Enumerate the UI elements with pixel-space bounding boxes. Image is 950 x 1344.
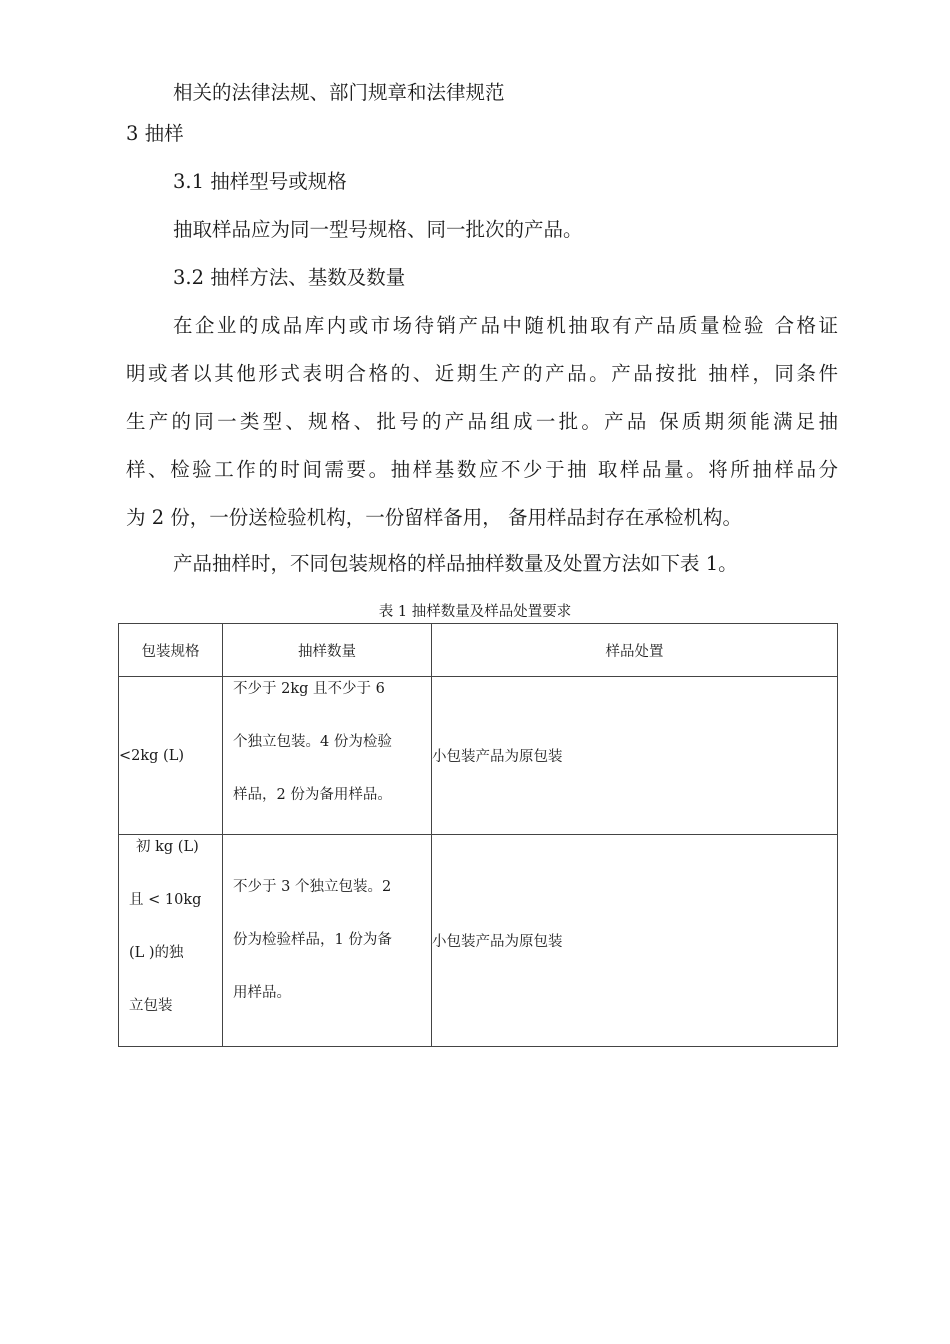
cell-text-line: 初 kg (L) [136,839,199,855]
section-heading-sampling: 3 抽样 [126,122,184,145]
cell-sample-qty [223,835,432,1047]
table-row [119,677,838,835]
paragraph-sampling-method [126,302,838,542]
cell-text: 小包装产品为原包装 [432,934,563,950]
paragraph-line: 明或者以其他形式表明合格的、近期生产的产品。产品按批 抽样，同条件 [126,362,838,385]
cell-text-line: 份为检验样品，1 份为备 [233,932,392,948]
table-caption: 表 1 抽样数量及样品处置要求 [378,604,572,620]
cell-text-line: 不少于 3 个独立包装。2 [233,879,392,895]
table-row [119,835,838,1047]
cell-handling [432,677,838,835]
cell-text-line: (L )的独 [129,945,184,961]
header-cell-package-spec: 包装规格 [119,624,223,677]
cell-text: <2kg (L) [119,747,184,764]
sampling-table [118,623,838,1047]
text-line-same-batch: 抽取样品应为同一型号规格、同一批次的产品。 [173,218,583,241]
paragraph-line: 为 2 份，一份送检验机构，一份留样备用， 备用样品封存在承检机构。 [126,506,743,529]
cell-package-spec [119,835,223,1047]
text-line-table-intro: 产品抽样时，不同包装规格的样品抽样数量及处置方法如下表 1。 [173,552,738,575]
paragraph-line: 样、检验工作的时间需要。抽样基数应不少于抽 取样品量。将所抽样品分 [126,458,838,481]
text-line-laws: 相关的法律法规、部门规章和法律规范 [173,81,505,104]
header-cell-sample-qty: 抽样数量 [223,624,432,677]
cell-sample-qty [223,677,432,835]
cell-text-line: 样品，2 份为备用样品。 [233,787,392,803]
paragraph-line: 在企业的成品库内或市场待销产品中随机抽取有产品质量检验 合格证 [173,314,838,337]
cell-text-line: 且 < 10kg [129,892,202,908]
subsection-heading-method: 3.2 抽样方法、基数及数量 [173,266,406,289]
cell-text: 小包装产品为原包装 [432,749,563,765]
paragraph-line: 生产的同一类型、规格、批号的产品组成一批。产品 保质期须能满足抽 [126,410,838,433]
cell-text-line: 用样品。 [233,985,291,1001]
cell-text-line: 个独立包装。4 份为检验 [233,734,392,750]
cell-text-line: 不少于 2kg 且不少于 6 [233,681,385,697]
header-cell-handling: 样品处置 [432,624,838,677]
subsection-heading-model: 3.1 抽样型号或规格 [173,170,347,193]
cell-package-spec [119,677,223,835]
cell-handling [432,835,838,1047]
cell-text-line: 立包装 [129,998,173,1014]
